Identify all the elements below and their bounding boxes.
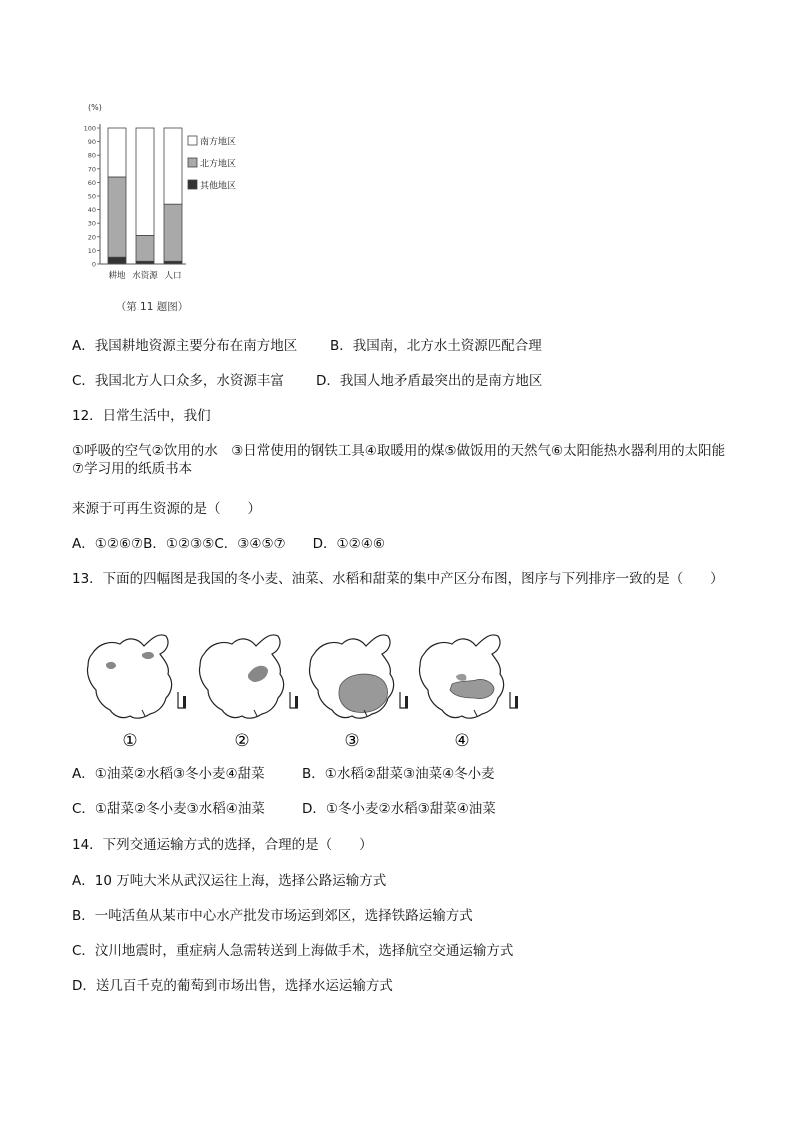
bar-segment xyxy=(136,128,154,235)
legend-swatch xyxy=(188,136,197,145)
chart-canvas xyxy=(80,98,260,320)
q13-option-d: D．①冬小麦②水稻③甜菜④油菜 xyxy=(302,801,496,817)
q11-option-b: B．我国南，北方水土资源匹配合理 xyxy=(330,338,542,354)
y-tick-label: 50 xyxy=(87,192,96,201)
legend-label: 南方地区 xyxy=(200,137,237,148)
map-3 xyxy=(309,635,408,718)
y-tick-label: 100 xyxy=(83,124,96,133)
bar-segment xyxy=(108,128,126,177)
y-tick-label: 80 xyxy=(87,151,96,160)
q13-option-c: C．①甜菜②冬小麦③水稻④油菜 xyxy=(72,801,265,817)
y-tick-label: 30 xyxy=(87,219,96,228)
q14-option-d: D．送几百千克的葡萄到市场出售，选择水运运输方式 xyxy=(72,978,393,994)
legend-label: 北方地区 xyxy=(200,159,237,170)
q11-option-a: A．我国耕地资源主要分布在南方地区 xyxy=(72,338,298,354)
x-tick-label: 人口 xyxy=(164,271,182,281)
y-tick-label: 20 xyxy=(87,233,96,242)
y-tick-label: 0 xyxy=(91,260,96,269)
y-tick-label: 70 xyxy=(87,165,96,174)
q13-map-figures xyxy=(84,622,524,752)
q12-items: ①呼吸的空气②饮用的水 ③日常使用的钢铁工具④取暖用的煤⑤做饭用的天然气⑥太阳能热水器利用的太阳能⑦学习用的纸质书本 xyxy=(72,443,726,477)
bar-segment xyxy=(164,204,182,261)
map-1 xyxy=(87,635,186,718)
bar-segment xyxy=(164,128,182,204)
map-label-1: ① xyxy=(122,731,138,751)
q12-options: A．①②⑥⑦B．①②③⑤C．③④⑤⑦ D．①②④⑥ xyxy=(72,536,385,552)
q11-option-c: C．我国北方人口众多，水资源丰富 xyxy=(72,373,284,389)
legend-label: 其他地区 xyxy=(200,181,237,192)
bar-segment xyxy=(108,257,126,264)
map-label-3: ③ xyxy=(344,731,360,751)
chart-caption: （第 11 题图） xyxy=(115,301,189,313)
legend-swatch xyxy=(188,180,197,189)
q14-stem: 14．下列交通运输方式的选择，合理的是（ ） xyxy=(72,837,373,853)
bar-segment xyxy=(136,235,154,261)
q14-option-b: B．一吨活鱼从某市中心水产批发市场运到郊区，选择铁路运输方式 xyxy=(72,908,473,924)
map-label-4: ④ xyxy=(454,731,470,751)
q14-option-a: A．10 万吨大米从武汉运往上海，选择公路运输方式 xyxy=(72,873,387,889)
q13-option-b: B．①水稻②甜菜③油菜④冬小麦 xyxy=(302,766,495,782)
map-4 xyxy=(419,635,518,718)
y-tick-label: 40 xyxy=(87,206,96,215)
x-tick-label: 水资源 xyxy=(132,271,158,281)
q11-stacked-bar-chart xyxy=(80,98,260,320)
y-tick-label: 10 xyxy=(87,246,96,255)
map-label-2: ② xyxy=(234,731,250,751)
y-tick-label: 90 xyxy=(87,138,96,147)
x-tick-label: 耕地 xyxy=(108,271,126,281)
q11-option-d: D．我国人地矛盾最突出的是南方地区 xyxy=(316,373,543,389)
map-2 xyxy=(199,635,298,718)
bar-segment xyxy=(108,177,126,257)
chart-unit-label: (%) xyxy=(88,103,102,112)
q12-question: 来源于可再生资源的是（ ） xyxy=(72,501,261,517)
q12-stem: 12．日常生活中，我们 xyxy=(72,408,211,424)
y-tick-label: 60 xyxy=(87,178,96,187)
q14-option-c: C．汶川地震时，重症病人急需转送到上海做手术，选择航空交通运输方式 xyxy=(72,943,514,959)
q13-option-a: A．①油菜②水稻③冬小麦④甜菜 xyxy=(72,766,265,782)
q13-stem: 13．下面的四幅图是我国的冬小麦、油菜、水稻和甜菜的集中产区分布图，图序与下列排序一致的是（ ） xyxy=(72,571,724,587)
legend-swatch xyxy=(188,158,197,167)
